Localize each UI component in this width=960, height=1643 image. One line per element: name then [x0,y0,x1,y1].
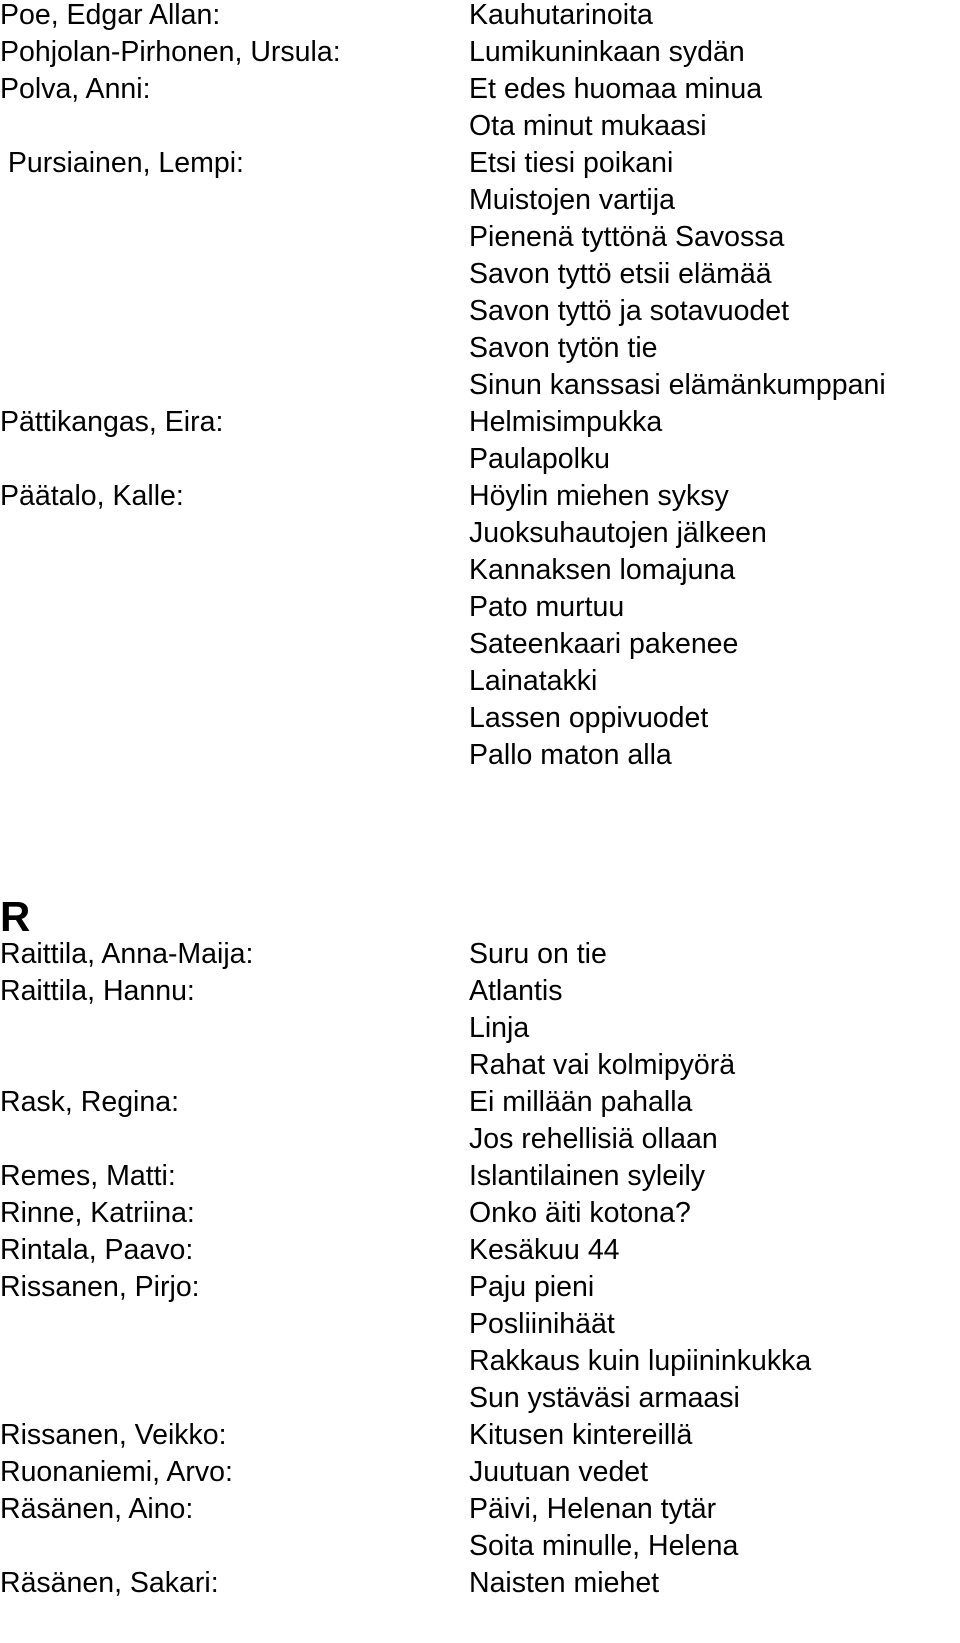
list-item [0,477,960,515]
list-item [0,1231,960,1269]
list-item [0,1009,960,1047]
book-title: Linja [469,1012,530,1044]
book-title: Sinun kanssasi elämänkumppani [469,369,886,401]
book-title: Sateenkaari pakenee [469,628,739,660]
book-title: Kitusen kintereillä [469,1419,693,1451]
book-title: Suru on tie [469,938,607,970]
list-item [0,107,960,145]
book-title: Et edes huomaa minua [469,73,763,105]
author-name: Pättikangas, Eira: [0,406,224,438]
book-title: Atlantis [469,975,563,1007]
book-title: Rakkaus kuin lupiininkukka [469,1345,812,1377]
book-title: Paju pieni [469,1271,595,1303]
author-name: Rask, Regina: [0,1086,180,1118]
list-item [0,551,960,589]
list-item [0,0,960,34]
list-item [0,292,960,330]
list-item [0,255,960,293]
list-item [0,1453,960,1491]
book-title: Kannaksen lomajuna [469,554,736,586]
book-title: Pienenä tyttönä Savossa [469,221,785,253]
list-item [0,440,960,478]
book-title: Pato murtuu [469,591,625,623]
list-item [0,33,960,71]
book-title: Lassen oppivuodet [469,702,709,734]
author-name: Rinne, Katriina: [0,1197,195,1229]
book-title: Jos rehellisiä ollaan [469,1123,718,1155]
list-item [0,1046,960,1084]
list-item [0,972,960,1010]
list-item [0,366,960,404]
book-title: Savon tytön tie [469,332,658,364]
list-item [0,736,960,774]
section-letter-heading: R [0,893,31,940]
list-item [0,1564,960,1602]
author-name: Poe, Edgar Allan: [0,0,221,31]
author-name: Ruonaniemi, Arvo: [0,1456,233,1488]
list-item [0,403,960,441]
book-title: Helmisimpukka [469,406,663,438]
author-name: Räsänen, Aino: [0,1493,194,1525]
book-title: Kesäkuu 44 [469,1234,620,1266]
list-item [0,935,960,973]
book-title: Sun ystäväsi armaasi [469,1382,740,1414]
list-item [0,218,960,256]
book-title: Naisten miehet [469,1567,660,1599]
list-item [0,181,960,219]
list-item [0,588,960,626]
list-item [0,1194,960,1232]
book-title: Savon tyttö etsii elämää [469,258,772,290]
list-item [0,1120,960,1158]
book-title: Höylin miehen syksy [469,480,729,512]
author-name: Räsänen, Sakari: [0,1567,219,1599]
author-name: Pursiainen, Lempi: [0,147,244,179]
list-item [0,1527,960,1565]
list-item [0,514,960,552]
list-item [0,144,960,182]
book-title: Juoksuhautojen jälkeen [469,517,767,549]
book-title: Lainatakki [469,665,598,697]
list-item [0,1416,960,1454]
list-item [0,1342,960,1380]
list-item [0,1305,960,1343]
list-item [0,1083,960,1121]
book-title: Päivi, Helenan tytär [469,1493,717,1525]
book-title: Ota minut mukaasi [469,110,707,142]
author-name: Rissanen, Veikko: [0,1419,227,1451]
book-title: Rahat vai kolmipyörä [469,1049,736,1081]
author-name: Rintala, Paavo: [0,1234,194,1266]
list-item [0,625,960,663]
list-item [0,1157,960,1195]
book-title: Muistojen vartija [469,184,675,216]
author-name: Pohjolan-Pirhonen, Ursula: [0,36,341,68]
book-title: Pallo maton alla [469,739,672,771]
book-title: Soita minulle, Helena [469,1530,739,1562]
author-name: Raittila, Anna-Maija: [0,938,254,970]
author-name: Päätalo, Kalle: [0,480,184,512]
book-title: Onko äiti kotona? [469,1197,691,1229]
book-title: Juutuan vedet [469,1456,649,1488]
list-item [0,1490,960,1528]
book-title: Savon tyttö ja sotavuodet [469,295,790,327]
book-title: Kauhutarinoita [469,0,653,31]
list-item [0,1268,960,1306]
list-item [0,699,960,737]
list-item [0,1379,960,1417]
author-name: Raittila, Hannu: [0,975,195,1007]
list-item [0,70,960,108]
book-title: Paulapolku [469,443,611,475]
book-title: Islantilainen syleily [469,1160,706,1192]
author-name: Polva, Anni: [0,73,151,105]
book-title: Etsi tiesi poikani [469,147,674,179]
list-item [0,662,960,700]
author-name: Rissanen, Pirjo: [0,1271,200,1303]
author-name: Remes, Matti: [0,1160,176,1192]
book-title: Ei millään pahalla [469,1086,693,1118]
book-title: Posliinihäät [469,1308,615,1340]
book-title: Lumikuninkaan sydän [469,36,745,68]
list-item [0,329,960,367]
